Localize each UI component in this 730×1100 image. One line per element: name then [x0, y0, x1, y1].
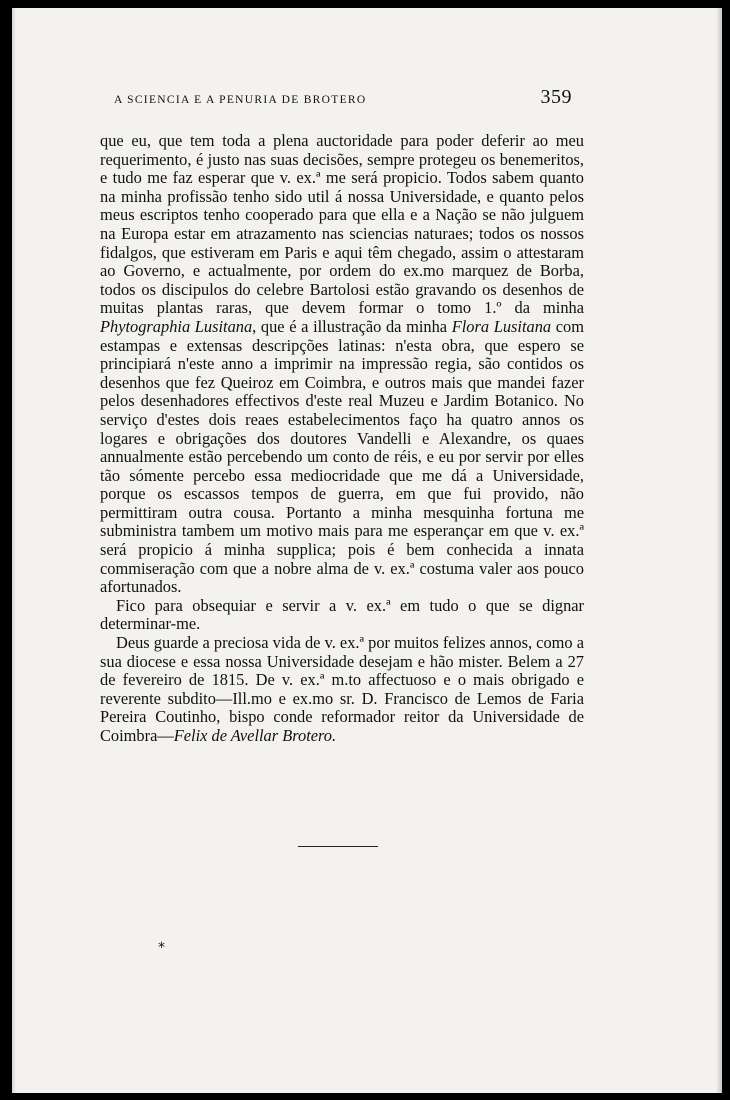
paragraph-1-title-phytographia: Phytographia Lusitana	[100, 316, 253, 336]
scanned-page	[12, 8, 722, 1093]
paragraph-3-text: Deus guarde a preciosa vida de v. ex.ª por muitos felizes annos, como a sua diocese e essa nossa Universidade desejam e hão mister. Belem a 27 de fevereiro de 1815. De v. ex.ª m.to affectuoso e o mais obrigado e reverente subdito—Ill.mo e ex.mo sr. D. Francisco de Lemos de Faria Pereira Coutinho, bispo conde reformador reitor da Universidade de Coimbra—	[100, 633, 584, 745]
footer-asterisk: *	[158, 940, 165, 956]
page-number: 359	[540, 86, 572, 108]
paragraph-3	[100, 634, 584, 746]
paragraph-2: Fico para obsequiar e servir a v. ex.ª em tudo o que se dignar determinar-me.	[100, 595, 584, 634]
closing-rule	[298, 846, 378, 847]
running-head	[100, 86, 584, 110]
page-left-shadow	[12, 8, 16, 1093]
signature: Felix de Avellar Brotero.	[173, 726, 337, 745]
body-text	[100, 132, 584, 746]
paragraph-1-title-flora: Flora Lusitana	[451, 316, 552, 336]
page-edge-shadow	[716, 8, 722, 1093]
paragraph-1	[100, 132, 584, 597]
paragraph-1-text: que eu, que tem toda a plena auctoridade para poder deferir ao meu requerimento, é justo nas suas decisões, sempre protegeu os benemeritos, e tudo me faz esperar que v. ex.ª me será propicio. Todos sabem quanto na minha profissão tenho sido util á nossa Universidade, e quanto pelos meus escriptos tenho cooperado para que ella e a Nação se não julguem na Europa estar em atrazamento nas sciencias naturaes; todos os nossos fidalgos, que estiveram em Paris e aqui têm chegado, assim o attestaram ao Governo, e actualmente, por ordem do ex.mo marquez de Borba, todos os discipulos do celebre Bartolosi estão gravando os desenhos de muitas plantas raras, que devem formar o tomo 1.º da minha	[100, 131, 584, 318]
running-title: A SCIENCIA E A PENURIA DE BROTERO	[114, 94, 367, 106]
paragraph-1-end: com estampas e extensas descripções latinas: n'esta obra, que espero se principiará n'este anno a imprimir na impressão regia, são contidos os desenhos que fez Queiroz em Coimbra, e outros mais que mandei fazer pelos desenhadores effectivos d'este real Muzeu e Jardim Botanico. No serviço d'estes dois reaes estabelecimentos faço ha quatro annos os logares e obrigações dos doutores Vandelli e Alexandre, os quaes annualmente estão percebendo um conto de réis, e eu por servir por elles tão sómente percebo essa mediocridade que me dá a Universidade, porque os escassos tempos de guerra, em que fui provido, não permittiram outra cousa. Portanto a minha mesquinha fortuna me subministra tambem um motivo mais para me esperançar em que v. ex.ª será propicio á minha supplica; pois é bem conhecida a innata commiseração com que a nobre alma de v. ex.ª costuma valer aos pouco afortunados.	[100, 316, 584, 597]
paragraph-1-mid: , que é a illustração da minha	[252, 316, 452, 336]
